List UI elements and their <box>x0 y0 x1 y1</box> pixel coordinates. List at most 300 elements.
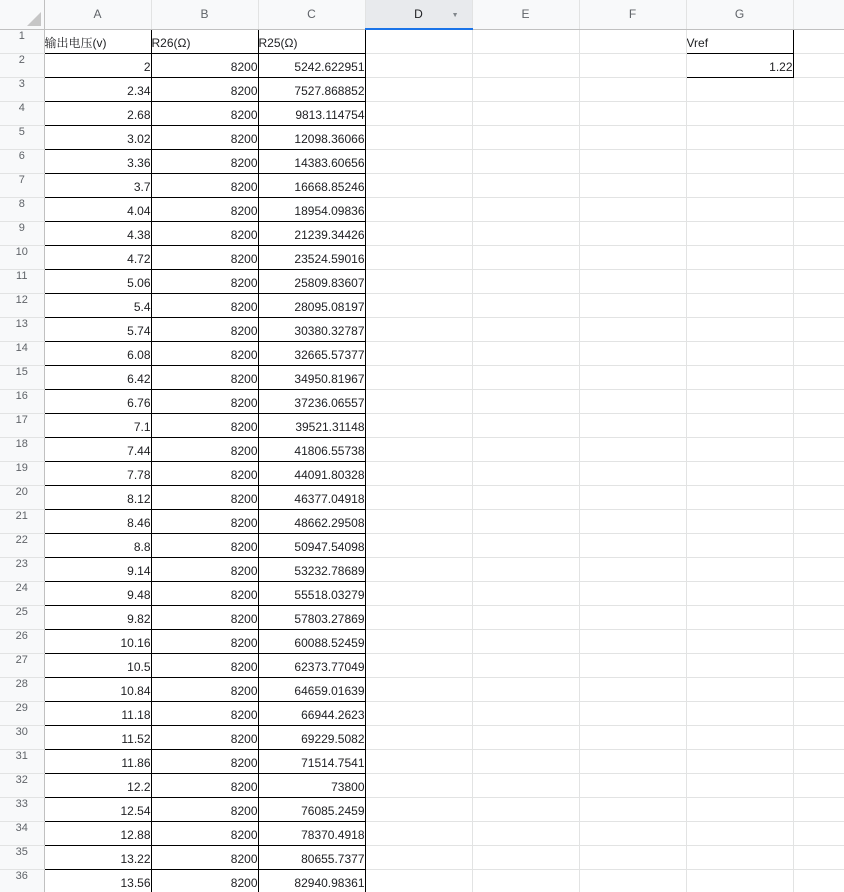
cell[interactable] <box>472 797 579 821</box>
column-header-a[interactable]: A <box>44 0 151 29</box>
cell[interactable] <box>793 773 844 797</box>
column-header-d[interactable] <box>365 0 472 29</box>
cell[interactable] <box>365 653 472 677</box>
cell[interactable] <box>365 557 472 581</box>
cell-r26[interactable]: 8200 <box>151 365 258 389</box>
row-header[interactable]: 15 <box>0 365 44 389</box>
row-header[interactable]: 13 <box>0 317 44 341</box>
cell-r25[interactable]: 48662.29508 <box>258 509 365 533</box>
cell-output-voltage[interactable]: 3.7 <box>44 173 151 197</box>
row-header[interactable]: 7 <box>0 173 44 197</box>
row-header[interactable]: 20 <box>0 485 44 509</box>
cell-r26[interactable]: 8200 <box>151 485 258 509</box>
cell[interactable] <box>365 677 472 701</box>
cell[interactable] <box>365 533 472 557</box>
cell[interactable] <box>793 197 844 221</box>
cell[interactable] <box>472 341 579 365</box>
cell-r26[interactable]: 8200 <box>151 101 258 125</box>
cell-r25[interactable]: 44091.80328 <box>258 461 365 485</box>
cell-r25[interactable]: 80655.7377 <box>258 845 365 869</box>
cell[interactable] <box>686 197 793 221</box>
cell-r25[interactable]: 57803.27869 <box>258 605 365 629</box>
cell-output-voltage[interactable]: 11.18 <box>44 701 151 725</box>
cell[interactable] <box>472 725 579 749</box>
cell[interactable] <box>472 293 579 317</box>
cell[interactable] <box>365 197 472 221</box>
cell[interactable] <box>579 53 686 77</box>
cell-r25[interactable]: 34950.81967 <box>258 365 365 389</box>
cell[interactable] <box>793 245 844 269</box>
cell[interactable] <box>579 269 686 293</box>
cell-r26[interactable]: 8200 <box>151 533 258 557</box>
cell[interactable] <box>686 629 793 653</box>
row-header[interactable]: 17 <box>0 413 44 437</box>
row-header[interactable]: 23 <box>0 557 44 581</box>
cell[interactable] <box>365 749 472 773</box>
cell[interactable] <box>686 869 793 892</box>
cell[interactable] <box>793 677 844 701</box>
cell-output-voltage[interactable]: 13.22 <box>44 845 151 869</box>
row-header[interactable]: 3 <box>0 77 44 101</box>
cell[interactable] <box>686 797 793 821</box>
cell-r26[interactable]: 8200 <box>151 197 258 221</box>
cell[interactable] <box>472 125 579 149</box>
cell[interactable] <box>579 221 686 245</box>
cell[interactable] <box>686 317 793 341</box>
cell[interactable] <box>472 437 579 461</box>
cell-output-voltage[interactable]: 8.46 <box>44 509 151 533</box>
cell[interactable] <box>365 125 472 149</box>
cell-r26[interactable]: 8200 <box>151 509 258 533</box>
cell[interactable] <box>793 629 844 653</box>
cell[interactable] <box>472 509 579 533</box>
cell[interactable] <box>579 341 686 365</box>
cell[interactable] <box>365 845 472 869</box>
cell[interactable] <box>793 221 844 245</box>
cell-r26[interactable]: 8200 <box>151 677 258 701</box>
cell[interactable] <box>472 533 579 557</box>
row-header[interactable]: 11 <box>0 269 44 293</box>
cell-r25[interactable]: 64659.01639 <box>258 677 365 701</box>
row-header[interactable]: 27 <box>0 653 44 677</box>
cell[interactable] <box>579 125 686 149</box>
cell-output-voltage[interactable]: 6.42 <box>44 365 151 389</box>
cell-r26[interactable]: 8200 <box>151 317 258 341</box>
cell-output-voltage[interactable]: 10.84 <box>44 677 151 701</box>
cell[interactable] <box>686 485 793 509</box>
cell-r25[interactable]: 41806.55738 <box>258 437 365 461</box>
cell[interactable] <box>472 365 579 389</box>
row-header[interactable]: 36 <box>0 869 44 892</box>
cell[interactable] <box>365 869 472 892</box>
cell[interactable] <box>579 461 686 485</box>
cell[interactable] <box>472 821 579 845</box>
cell-r26[interactable]: 8200 <box>151 869 258 892</box>
cell-r25[interactable]: 28095.08197 <box>258 293 365 317</box>
cell[interactable] <box>579 293 686 317</box>
cell-output-voltage[interactable]: 4.38 <box>44 221 151 245</box>
cell[interactable] <box>686 461 793 485</box>
cell-output-voltage[interactable]: 6.08 <box>44 341 151 365</box>
cell-r25[interactable]: 62373.77049 <box>258 653 365 677</box>
cell[interactable] <box>579 701 686 725</box>
cell-r25[interactable]: 5242.622951 <box>258 53 365 77</box>
cell[interactable] <box>472 197 579 221</box>
cell-r25[interactable]: 50947.54098 <box>258 533 365 557</box>
cell-output-voltage[interactable]: 10.16 <box>44 629 151 653</box>
cell[interactable] <box>579 29 686 53</box>
cell[interactable] <box>472 701 579 725</box>
column-header-b[interactable]: B <box>151 0 258 29</box>
cell[interactable] <box>686 269 793 293</box>
cell-r25[interactable]: 18954.09836 <box>258 197 365 221</box>
row-header[interactable]: 12 <box>0 293 44 317</box>
cell-r26[interactable]: 8200 <box>151 245 258 269</box>
cell[interactable] <box>686 413 793 437</box>
cell[interactable] <box>686 677 793 701</box>
cell[interactable] <box>579 749 686 773</box>
cell-r26[interactable]: 8200 <box>151 725 258 749</box>
cell[interactable] <box>472 485 579 509</box>
cell[interactable] <box>793 125 844 149</box>
cell[interactable] <box>686 77 793 101</box>
cell[interactable] <box>793 557 844 581</box>
cell-output-voltage[interactable]: 6.76 <box>44 389 151 413</box>
cell-r25[interactable]: 7527.868852 <box>258 77 365 101</box>
cell-r25[interactable]: 53232.78689 <box>258 557 365 581</box>
cell[interactable] <box>472 101 579 125</box>
cell[interactable] <box>365 77 472 101</box>
cell[interactable] <box>579 533 686 557</box>
row-header[interactable]: 34 <box>0 821 44 845</box>
cell[interactable] <box>472 389 579 413</box>
cell-r26[interactable]: 8200 <box>151 581 258 605</box>
cell-output-voltage[interactable]: 11.52 <box>44 725 151 749</box>
cell-output-voltage[interactable]: 3.02 <box>44 125 151 149</box>
cell[interactable] <box>365 701 472 725</box>
cell[interactable] <box>793 605 844 629</box>
cell[interactable] <box>472 53 579 77</box>
cell[interactable] <box>472 413 579 437</box>
cell[interactable] <box>365 485 472 509</box>
row-header[interactable]: 33 <box>0 797 44 821</box>
cell-r25[interactable]: 69229.5082 <box>258 725 365 749</box>
cell-r26[interactable]: 8200 <box>151 461 258 485</box>
cell[interactable] <box>365 389 472 413</box>
cell[interactable] <box>793 437 844 461</box>
cell[interactable] <box>365 629 472 653</box>
cell-r26[interactable]: 8200 <box>151 293 258 317</box>
cell[interactable] <box>793 149 844 173</box>
cell[interactable] <box>793 293 844 317</box>
cell[interactable] <box>686 173 793 197</box>
row-header[interactable]: 14 <box>0 341 44 365</box>
cell[interactable] <box>686 773 793 797</box>
row-header[interactable]: 35 <box>0 845 44 869</box>
cell-r25[interactable]: 66944.2623 <box>258 701 365 725</box>
cell[interactable] <box>686 725 793 749</box>
cell-r25[interactable]: 30380.32787 <box>258 317 365 341</box>
cell[interactable] <box>365 269 472 293</box>
cell[interactable] <box>365 245 472 269</box>
cell-output-voltage[interactable]: 11.86 <box>44 749 151 773</box>
cell[interactable] <box>472 869 579 892</box>
cell-output-voltage[interactable]: 4.04 <box>44 197 151 221</box>
cell-r25[interactable]: 39521.31148 <box>258 413 365 437</box>
cell[interactable] <box>365 341 472 365</box>
header-cell-output-voltage[interactable]: 输出电压(v) <box>44 29 151 53</box>
cell[interactable] <box>365 173 472 197</box>
cell[interactable] <box>365 509 472 533</box>
cell-r25[interactable]: 55518.03279 <box>258 581 365 605</box>
column-header-g[interactable]: G <box>686 0 793 29</box>
cell[interactable] <box>472 461 579 485</box>
cell[interactable] <box>686 509 793 533</box>
cell[interactable] <box>365 461 472 485</box>
cell[interactable] <box>686 221 793 245</box>
chevron-down-icon[interactable]: ▼ <box>451 12 459 19</box>
cell[interactable] <box>472 149 579 173</box>
cell[interactable] <box>365 149 472 173</box>
cell-r26[interactable]: 8200 <box>151 149 258 173</box>
cell[interactable] <box>472 773 579 797</box>
cell[interactable] <box>793 485 844 509</box>
cell-output-voltage[interactable]: 4.72 <box>44 245 151 269</box>
cell[interactable] <box>472 605 579 629</box>
cell[interactable] <box>793 269 844 293</box>
cell[interactable] <box>793 725 844 749</box>
cell[interactable] <box>579 77 686 101</box>
cell[interactable] <box>793 461 844 485</box>
cell[interactable] <box>472 581 579 605</box>
cell[interactable] <box>472 653 579 677</box>
row-header[interactable]: 2 <box>0 53 44 77</box>
row-header[interactable]: 30 <box>0 725 44 749</box>
cell[interactable] <box>686 821 793 845</box>
cell-r25[interactable]: 23524.59016 <box>258 245 365 269</box>
cell[interactable] <box>793 173 844 197</box>
cell[interactable] <box>472 221 579 245</box>
cell[interactable] <box>793 581 844 605</box>
cell-output-voltage[interactable]: 2.34 <box>44 77 151 101</box>
column-header-f[interactable]: F <box>579 0 686 29</box>
cell-r25[interactable]: 46377.04918 <box>258 485 365 509</box>
cell-output-voltage[interactable]: 7.78 <box>44 461 151 485</box>
row-header[interactable]: 1 <box>0 29 44 53</box>
cell[interactable] <box>579 629 686 653</box>
cell[interactable] <box>793 317 844 341</box>
cell[interactable] <box>365 797 472 821</box>
column-header-c[interactable]: C <box>258 0 365 29</box>
cell[interactable] <box>579 317 686 341</box>
cell[interactable] <box>686 341 793 365</box>
row-header[interactable]: 19 <box>0 461 44 485</box>
cell-output-voltage[interactable]: 12.88 <box>44 821 151 845</box>
cell-output-voltage[interactable]: 8.8 <box>44 533 151 557</box>
column-header-e[interactable]: E <box>472 0 579 29</box>
cell-output-voltage[interactable]: 7.1 <box>44 413 151 437</box>
cell[interactable] <box>472 317 579 341</box>
cell[interactable] <box>686 101 793 125</box>
cell[interactable] <box>579 605 686 629</box>
header-cell-r26[interactable]: R26(Ω) <box>151 29 258 53</box>
cell[interactable] <box>472 245 579 269</box>
cell[interactable] <box>686 605 793 629</box>
cell-r25[interactable]: 21239.34426 <box>258 221 365 245</box>
cell[interactable] <box>472 629 579 653</box>
cell[interactable] <box>365 821 472 845</box>
row-header[interactable]: 4 <box>0 101 44 125</box>
cell[interactable] <box>579 149 686 173</box>
cell-output-voltage[interactable]: 10.5 <box>44 653 151 677</box>
cell[interactable] <box>365 317 472 341</box>
cell-vref-value[interactable]: 1.22 <box>686 53 793 77</box>
cell-r25[interactable]: 82940.98361 <box>258 869 365 892</box>
cell[interactable] <box>793 821 844 845</box>
cell[interactable] <box>579 389 686 413</box>
cell[interactable] <box>686 293 793 317</box>
cell[interactable] <box>686 581 793 605</box>
cell[interactable] <box>793 653 844 677</box>
cell-output-voltage[interactable]: 9.14 <box>44 557 151 581</box>
cell[interactable] <box>686 557 793 581</box>
cell[interactable] <box>579 557 686 581</box>
cell[interactable] <box>472 77 579 101</box>
cell-r26[interactable]: 8200 <box>151 629 258 653</box>
cell[interactable] <box>472 845 579 869</box>
cell[interactable] <box>686 437 793 461</box>
header-cell-vref[interactable]: Vref <box>686 29 793 53</box>
cell[interactable] <box>793 509 844 533</box>
cell[interactable] <box>793 365 844 389</box>
cell[interactable] <box>793 533 844 557</box>
cell-r26[interactable]: 8200 <box>151 773 258 797</box>
cell[interactable] <box>686 533 793 557</box>
row-header[interactable]: 22 <box>0 533 44 557</box>
cell[interactable] <box>472 29 579 53</box>
cell[interactable] <box>686 749 793 773</box>
cell[interactable] <box>793 797 844 821</box>
cell[interactable] <box>365 773 472 797</box>
row-header[interactable]: 21 <box>0 509 44 533</box>
cell[interactable] <box>365 29 472 53</box>
cell-output-voltage[interactable]: 12.2 <box>44 773 151 797</box>
row-header[interactable]: 6 <box>0 149 44 173</box>
cell[interactable] <box>365 365 472 389</box>
cell[interactable] <box>579 677 686 701</box>
cell-r25[interactable]: 25809.83607 <box>258 269 365 293</box>
cell[interactable] <box>579 725 686 749</box>
cell-r26[interactable]: 8200 <box>151 845 258 869</box>
cell[interactable] <box>686 845 793 869</box>
cell[interactable] <box>365 101 472 125</box>
cell[interactable] <box>793 29 844 53</box>
cell[interactable] <box>793 845 844 869</box>
cell[interactable] <box>793 749 844 773</box>
cell[interactable] <box>793 53 844 77</box>
cell-output-voltage[interactable]: 9.48 <box>44 581 151 605</box>
cell[interactable] <box>579 797 686 821</box>
cell[interactable] <box>579 773 686 797</box>
cell-r25[interactable]: 73800 <box>258 773 365 797</box>
cell[interactable] <box>579 173 686 197</box>
cell-output-voltage[interactable]: 2 <box>44 53 151 77</box>
cell[interactable] <box>579 485 686 509</box>
cell-r25[interactable]: 16668.85246 <box>258 173 365 197</box>
cell[interactable] <box>793 101 844 125</box>
header-cell-r25[interactable]: R25(Ω) <box>258 29 365 53</box>
cell-r25[interactable]: 37236.06557 <box>258 389 365 413</box>
cell[interactable] <box>365 437 472 461</box>
cell-r25[interactable]: 12098.36066 <box>258 125 365 149</box>
cell[interactable] <box>472 173 579 197</box>
cell[interactable] <box>686 125 793 149</box>
row-header[interactable]: 16 <box>0 389 44 413</box>
cell-r25[interactable]: 71514.7541 <box>258 749 365 773</box>
row-header[interactable]: 10 <box>0 245 44 269</box>
cell[interactable] <box>365 413 472 437</box>
cell[interactable] <box>793 701 844 725</box>
cell-r26[interactable]: 8200 <box>151 797 258 821</box>
cell-r26[interactable]: 8200 <box>151 341 258 365</box>
cell[interactable] <box>579 821 686 845</box>
cell-output-voltage[interactable]: 13.56 <box>44 869 151 892</box>
cell[interactable] <box>793 413 844 437</box>
cell[interactable] <box>793 389 844 413</box>
cell[interactable] <box>365 221 472 245</box>
cell[interactable] <box>686 149 793 173</box>
cell[interactable] <box>579 437 686 461</box>
row-header[interactable]: 31 <box>0 749 44 773</box>
cell-r25[interactable]: 60088.52459 <box>258 629 365 653</box>
cell-r26[interactable]: 8200 <box>151 437 258 461</box>
cell-r26[interactable]: 8200 <box>151 53 258 77</box>
row-header[interactable]: 18 <box>0 437 44 461</box>
cell[interactable] <box>579 581 686 605</box>
cell-r26[interactable]: 8200 <box>151 389 258 413</box>
row-header[interactable]: 25 <box>0 605 44 629</box>
cell-output-voltage[interactable]: 12.54 <box>44 797 151 821</box>
cell-output-voltage[interactable]: 9.82 <box>44 605 151 629</box>
cell[interactable] <box>365 293 472 317</box>
cell-output-voltage[interactable]: 5.06 <box>44 269 151 293</box>
cell[interactable] <box>365 725 472 749</box>
cell[interactable] <box>686 701 793 725</box>
cell-r26[interactable]: 8200 <box>151 701 258 725</box>
cell[interactable] <box>579 365 686 389</box>
cell-r26[interactable]: 8200 <box>151 77 258 101</box>
cell[interactable] <box>686 653 793 677</box>
cell-r25[interactable]: 14383.60656 <box>258 149 365 173</box>
row-header[interactable]: 8 <box>0 197 44 221</box>
cell-r25[interactable]: 9813.114754 <box>258 101 365 125</box>
row-header[interactable]: 9 <box>0 221 44 245</box>
row-header[interactable]: 24 <box>0 581 44 605</box>
cell[interactable] <box>793 77 844 101</box>
cell[interactable] <box>686 389 793 413</box>
row-header[interactable]: 5 <box>0 125 44 149</box>
cell-r26[interactable]: 8200 <box>151 125 258 149</box>
cell[interactable] <box>579 509 686 533</box>
cell-r26[interactable]: 8200 <box>151 557 258 581</box>
cell-r25[interactable]: 76085.2459 <box>258 797 365 821</box>
cell-output-voltage[interactable]: 3.36 <box>44 149 151 173</box>
row-header[interactable]: 29 <box>0 701 44 725</box>
cell-output-voltage[interactable]: 5.4 <box>44 293 151 317</box>
cell[interactable] <box>365 581 472 605</box>
cell-r25[interactable]: 32665.57377 <box>258 341 365 365</box>
cell[interactable] <box>365 53 472 77</box>
